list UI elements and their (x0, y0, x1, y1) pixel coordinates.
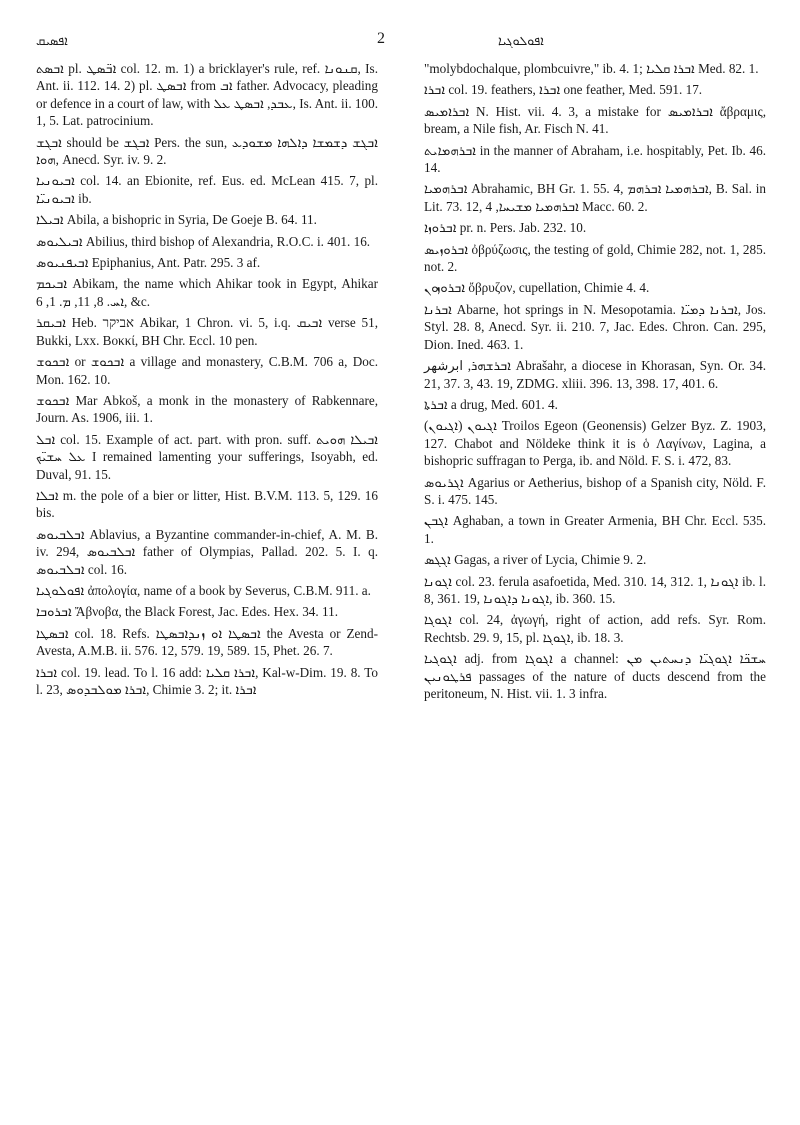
dictionary-entry: ܐܒܝܦܢܝܘܣ Epiphanius, Ant. Patr. 295. 3 af. (36, 255, 261, 271)
dictionary-entry: ܐܒܪܬܐ a drug, Med. 601. 4. (424, 396, 558, 412)
dictionary-entry: ܐܓܘܢܐ col. 23. ferula asafoetida, Med. 310. 14, 312. 1, ܐܓܘܢܐ ib. l. 8, 361. 19, ܐܓܘܢܐ ܕܐܓܘܢܐ, ib. 360. 15. (424, 573, 766, 606)
left-column (36, 60, 378, 702)
dictionary-entry: ܐܒܓܫ should be ܐܒܓܫ Pers. the sun, ܐܒܓܫ ܕܫܡܫܐ ܕܐܠܗܐ ܡܫܘܕܥ ܗܘܐ, Anecd. Syr. iv. 9. 2. (36, 134, 378, 168)
dictionary-entry: ܐܒܠ col. 15. Example of act. part. with pron. suff. ܐܒܝܠܐ ܗܘܝܬ ܥܠ ܚܫܝ̈ܟ I remained lamenting your sufferings, Isoyabh, ed. Duval, 91. 15. (36, 431, 379, 482)
dictionary-entry: ܐܓܘܓܝܐ adj. from ܐܓܘܓܐ a channel: ܚܫܟ̈ܐ ܐܓܘܓܝ̈ܐ ܕܢܚܬܝܢ ܡܢ ܦܪܛܘܢܝܢ passages of the nature of ducts descend from the peritoneum, N. Hist. vii. 1. 3 infra. (424, 651, 766, 701)
dictionary-entry: ܐܓܒܢ Aghaban, a town in Greater Armenia, BH Chr. Eccl. 535. 1. (424, 513, 766, 546)
dictionary-entry: ܐܒܟܘܫ or ܐܒܟܘܫ a village and monastery, C.B.M. 706 a, Doc. Mon. 162. 10. (36, 354, 378, 387)
dictionary-entry: ܐܒܠܒܝܘܣ Ablavius, a Byzantine commander-in-chief, A. M. B. iv. 294, ܐܒܠܒܝܘܣ father of Olympias, Pallad. 202. 5. I. q. ܐܒܠܒܝܘܣ col. 16. (36, 526, 378, 577)
dictionary-entry: ܐܒܝܠܐ Abila, a bishopric in Syria, De Goeje B. 64. 11. (36, 212, 317, 228)
dictionary-entry: ܐܒܝܠܝܘܣ Abilius, third bishop of Alexandria, R.O.C. i. 401. 16. (36, 233, 371, 249)
dictionary-entry: ܐܒܪܘܙܘܢ ὄβρυζον, cupellation, Chimie 4. 4. (424, 280, 650, 296)
dictionary-entry: ܐܒܟܘܫ Mar Abkoš, a monk in the monastery of Rabkennare, Journ. As. 1906, iii. 1. (36, 392, 378, 426)
dictionary-entry: ܐܒܣܛܐ col. 18. Refs. ܐܒܣܛܐ ܐܘ ܙܢܕܐܒܣܛܐ the Avesta or Zend-Avesta, A.M.B. ii. 576. 12, 579. 19, 589. 15, Phet. 26. 7. (36, 625, 378, 659)
dictionary-entry: ܐܓܪܝܘܣ Agarius or Aetherius, bishop of a Spanish city, Nöld. F. S. i. 475. 145. (424, 474, 766, 507)
dictionary-entry: ܐܒܪܢܐ Abarne, hot springs in N. Mesopotamia. ܐܒܪܢܐ ܕܡܝ̈ܐ, Jos. Styl. 28. 8, Anecd. Syr. ii. 210. 7, Jac. Edes. Chron. Can. 295, Dion. Ined. 463. 1. (424, 301, 767, 352)
dictionary-entry: ܐܒܪܫܗܪ, ابرشهر Abrašahr, a diocese in Khorasan, Syn. Or. 34. 21, 37. 3, 43. 19, ZDMG. xliii. 396. 13, 398. 17, 401. 6. (424, 358, 766, 391)
dictionary-entry: ܐܒܪܐ col. 19. feathers, ܐܒܪܐ one feather, Med. 591. 17. (424, 82, 703, 98)
dictionary-entry: ܐܦܘܠܘܓܝܐ ἀπολογία, name of a book by Severus, C.B.M. 911. a. (36, 582, 371, 598)
dictionary-entry: ܐܒܪܗܡܐܝܬ in the manner of Abraham, i.e. hospitably, Pet. Ib. 46. 14. (424, 142, 766, 176)
dictionary-entry: ܐܒܝܩܪ Heb. אביקר Abikar, 1 Chron. vi. 5, i.q. ܐܒܝܩ verse 51, Bukki, Lxx. Βοκκί, BH Chr. Eccl. 10 pen. (36, 315, 378, 348)
dictionary-entry: ܐܒܝܟܡ Abikam, the name which Ahikar took in Egypt, Ahikar ܐܚ. 8, 11, ܡ. 1, 6, &c. (36, 276, 378, 309)
dictionary-entry: ܐܓܓܣ Gagas, a river of Lycia, Chimie 9. 2. (424, 552, 647, 568)
running-head-left: ܐܦܣܝܩ (36, 33, 68, 48)
dictionary-entry: ܐܒܪܐ col. 19. lead. To l. 16 add: ܐܒܪܐ ܩܠܝܐ, Kal-w-Dim. 19. 8. To l. 23, ܐܒܪܐ ܡܘܠܒܕܘܣ, Chimie 3. 2; it. ܐܒܪܐ (36, 664, 378, 697)
dictionary-entry: ܐܒܪܘܙܐ pr. n. Pers. Jab. 232. 10. (424, 220, 587, 236)
page-number: 2 (377, 30, 385, 47)
dictionary-entry: ܐܒܪܘܙܝܣ ὀβρύζωσις, the testing of gold, Chimie 282, not. 1, 285. not. 2. (424, 241, 766, 275)
running-header (0, 30, 800, 54)
dictionary-entry: ܐܒܪܗܡܝܐ Abrahamic, BH Gr. 1. 55. 4, ܐܒܪܗܡܝܐ ܐܒܪܗܡ, B. Sal. in Lit. 73. 12, ܐܒܪܗܡܝܐ ܡܫܝܚܐ, 4 Macc. 60. 2. (424, 181, 767, 214)
running-head-right: ܐܦܘܠܘܓܝܐ (498, 33, 544, 48)
dictionary-entry: ܐܓܝܘܢ (ܐܓܝܘܢ) Troilos Egeon (Geonensis) Gelzer Byz. Z. 1903, 127. Chabot and Nöldeke think it is ὁ Λαγίνων, Lagina, a bishopric suffragan to Perga, ib. and Nöld. F. S. i. 472, 83. (424, 418, 766, 469)
dictionary-entry: "molybdochalque, plombcuivre," ib. 4. 1; ܐܒܪܐ ܩܠܝܐ Med. 82. 1. (424, 61, 759, 76)
dictionary-entry: ܐܒܝܘܢܝܐ col. 14. an Ebionite, ref. Eus. ed. McLean 415. 7, pl. ܐܒܝܘܢܝ̈ܐ ib. (36, 173, 378, 206)
dictionary-entry: ܐܓܘܓܐ col. 24, ἀγωγή, right of action, add refs. Syr. Rom. Rechtsb. 29. 9, 15, pl. ܐܓܘܓܐ, ib. 18. 3. (424, 612, 766, 645)
dictionary-entry: ܐܒܪܘܒܐ Ἄβνοβα, the Black Forest, Jac. Edes. Hex. 34. 11. (36, 604, 338, 620)
dictionary-entry: ܐܒܣܬ pl. ܐܒ̈ܣܛ col. 12. m. 1) a bricklayer's rule, ref. ܩܢܘܢܐ, Is. Ant. ii. 112. 14. 2) pl. ܐܒܣܛ from ܐܒ father. Advocacy, pleading or defence in a court of law, with ܥܒܕ, ܐܒܣܛ ܥܠ, Is. Ant. ii. 100. 1, 5. Lat. patrocinium. (36, 61, 378, 129)
dictionary-entry: ܐܒܠܐ m. the pole of a bier or litter, Hist. B.V.M. 113. 5, 129. 16 bis. (36, 487, 378, 521)
dictionary-entry: ܐܒܪܐܡܝܣ N. Hist. vii. 4. 3, a mistake for ܐܒܪܐܡܝܣ ἄβραμις, bream, a Nile fish, Ar. Fisch N. 41. (424, 103, 766, 137)
right-column (424, 60, 766, 706)
